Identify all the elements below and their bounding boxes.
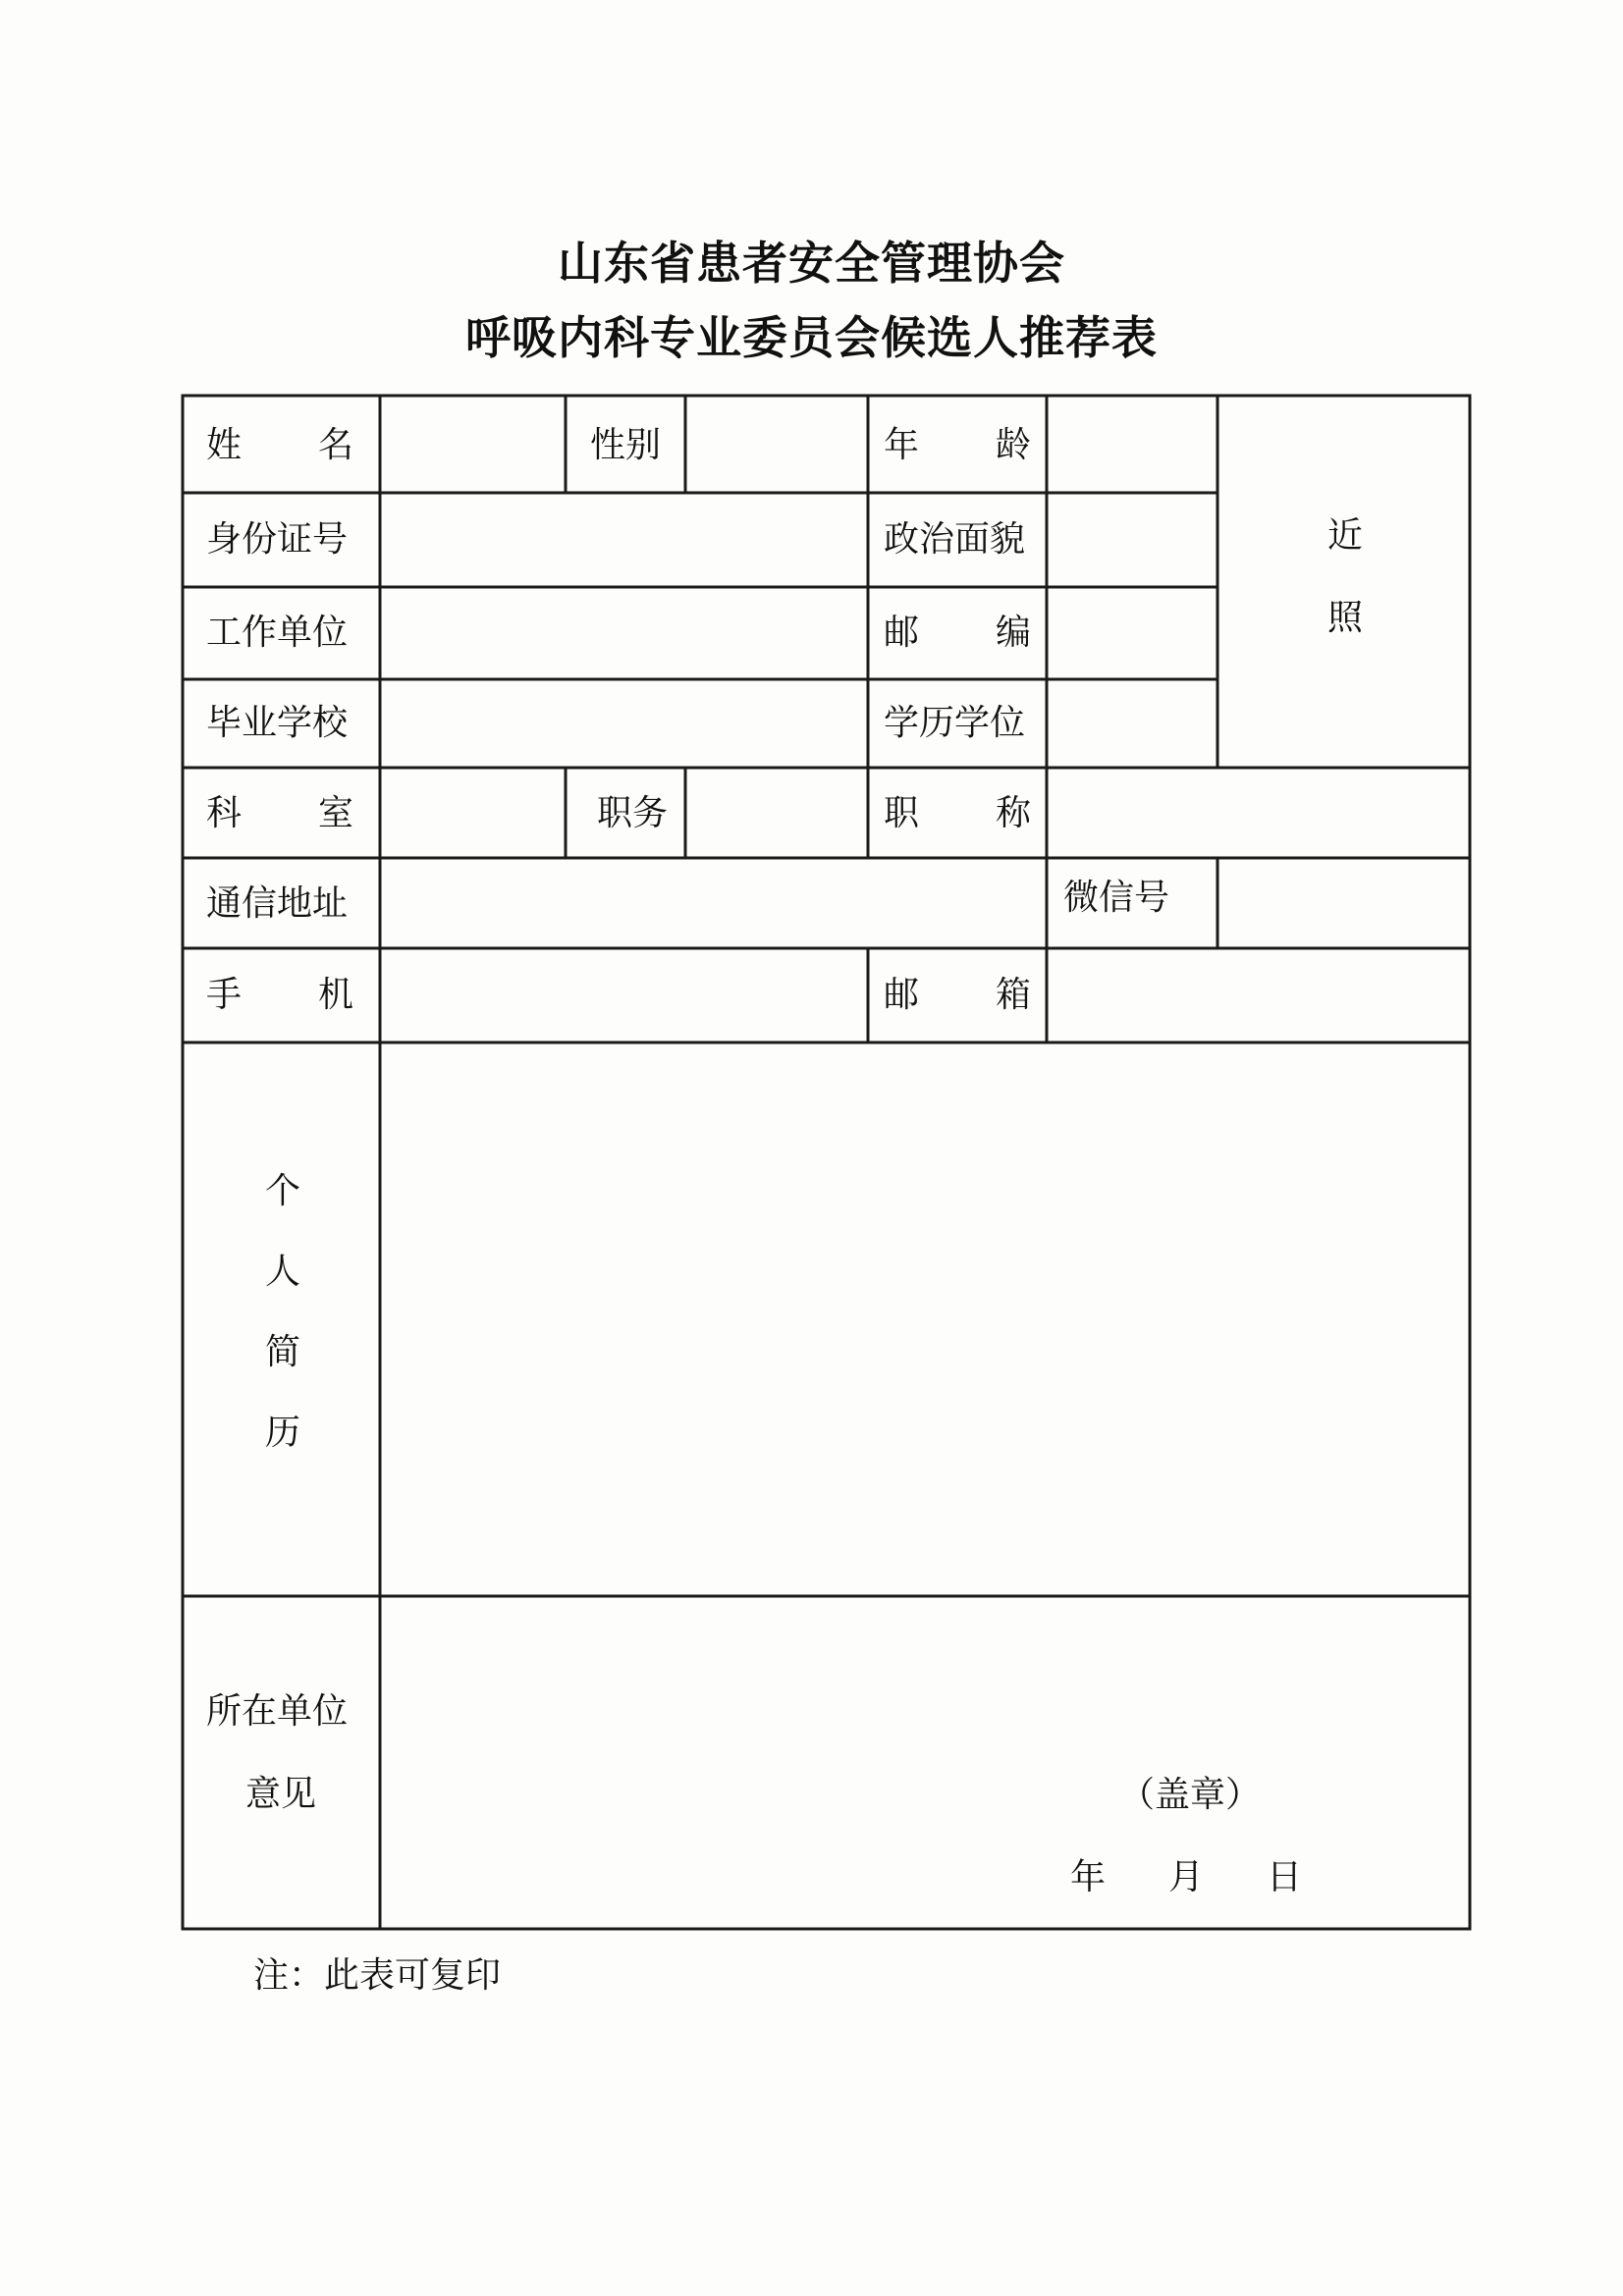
photo-char1: 近 bbox=[1327, 515, 1364, 556]
label-title-rank-char2: 称 bbox=[995, 793, 1031, 833]
stamp-placeholder: （盖章） bbox=[1119, 1775, 1262, 1815]
date-day: 日 bbox=[1267, 1857, 1303, 1897]
label-name-char1: 姓 bbox=[206, 425, 243, 465]
label-department-char2: 室 bbox=[317, 793, 353, 833]
label-age bbox=[884, 425, 1031, 465]
label-position: 职务 bbox=[597, 793, 669, 833]
label-resume-char2: 人 bbox=[265, 1252, 301, 1292]
label-mobile-char2: 机 bbox=[317, 975, 353, 1015]
label-postcode-char2: 编 bbox=[995, 613, 1031, 653]
label-resume-char3: 简 bbox=[265, 1332, 301, 1372]
label-email bbox=[884, 975, 1031, 1015]
label-mobile-char1: 手 bbox=[206, 975, 243, 1015]
footnote: 注：此表可复印 bbox=[253, 1955, 502, 1996]
label-work-unit: 工作单位 bbox=[206, 613, 349, 653]
document-title-line2: 呼吸内科专业委员会候选人推荐表 bbox=[465, 311, 1158, 364]
label-unit-opinion: 所在单位 bbox=[206, 1691, 349, 1732]
label-name-char2: 名 bbox=[317, 425, 353, 465]
label-postcode-char1: 邮 bbox=[884, 613, 920, 653]
label-department-char1: 科 bbox=[206, 793, 243, 833]
label-name bbox=[206, 425, 353, 465]
label-postcode bbox=[884, 615, 1031, 651]
label-department bbox=[206, 793, 353, 833]
label-education-degree: 学历学位 bbox=[884, 703, 1026, 743]
label-age-char1: 年 bbox=[884, 425, 920, 465]
label-graduate-school: 毕业学校 bbox=[206, 703, 349, 743]
label-resume bbox=[265, 1171, 301, 1453]
label-title-rank-char1: 职 bbox=[884, 793, 920, 833]
label-wechat: 微信号 bbox=[1063, 878, 1170, 918]
date-year: 年 bbox=[1070, 1857, 1107, 1897]
label-title-rank bbox=[884, 793, 1031, 833]
label-age-char2: 龄 bbox=[995, 425, 1031, 465]
label-opinion: 意见 bbox=[245, 1774, 317, 1814]
label-email-char2: 箱 bbox=[995, 975, 1031, 1015]
label-political-status: 政治面貌 bbox=[884, 519, 1026, 560]
date-month: 月 bbox=[1168, 1857, 1205, 1897]
label-resume-char4: 历 bbox=[265, 1413, 301, 1453]
label-mobile bbox=[206, 975, 353, 1015]
document-title-line1: 山东省患者安全管理协会 bbox=[558, 237, 1065, 290]
photo-placeholder bbox=[1327, 515, 1364, 638]
label-address: 通信地址 bbox=[206, 883, 349, 924]
photo-char2: 照 bbox=[1327, 598, 1364, 638]
label-gender: 性别 bbox=[590, 425, 662, 465]
label-email-char1: 邮 bbox=[884, 975, 920, 1015]
label-id-number: 身份证号 bbox=[206, 519, 349, 560]
label-resume-char1: 个 bbox=[265, 1171, 301, 1211]
